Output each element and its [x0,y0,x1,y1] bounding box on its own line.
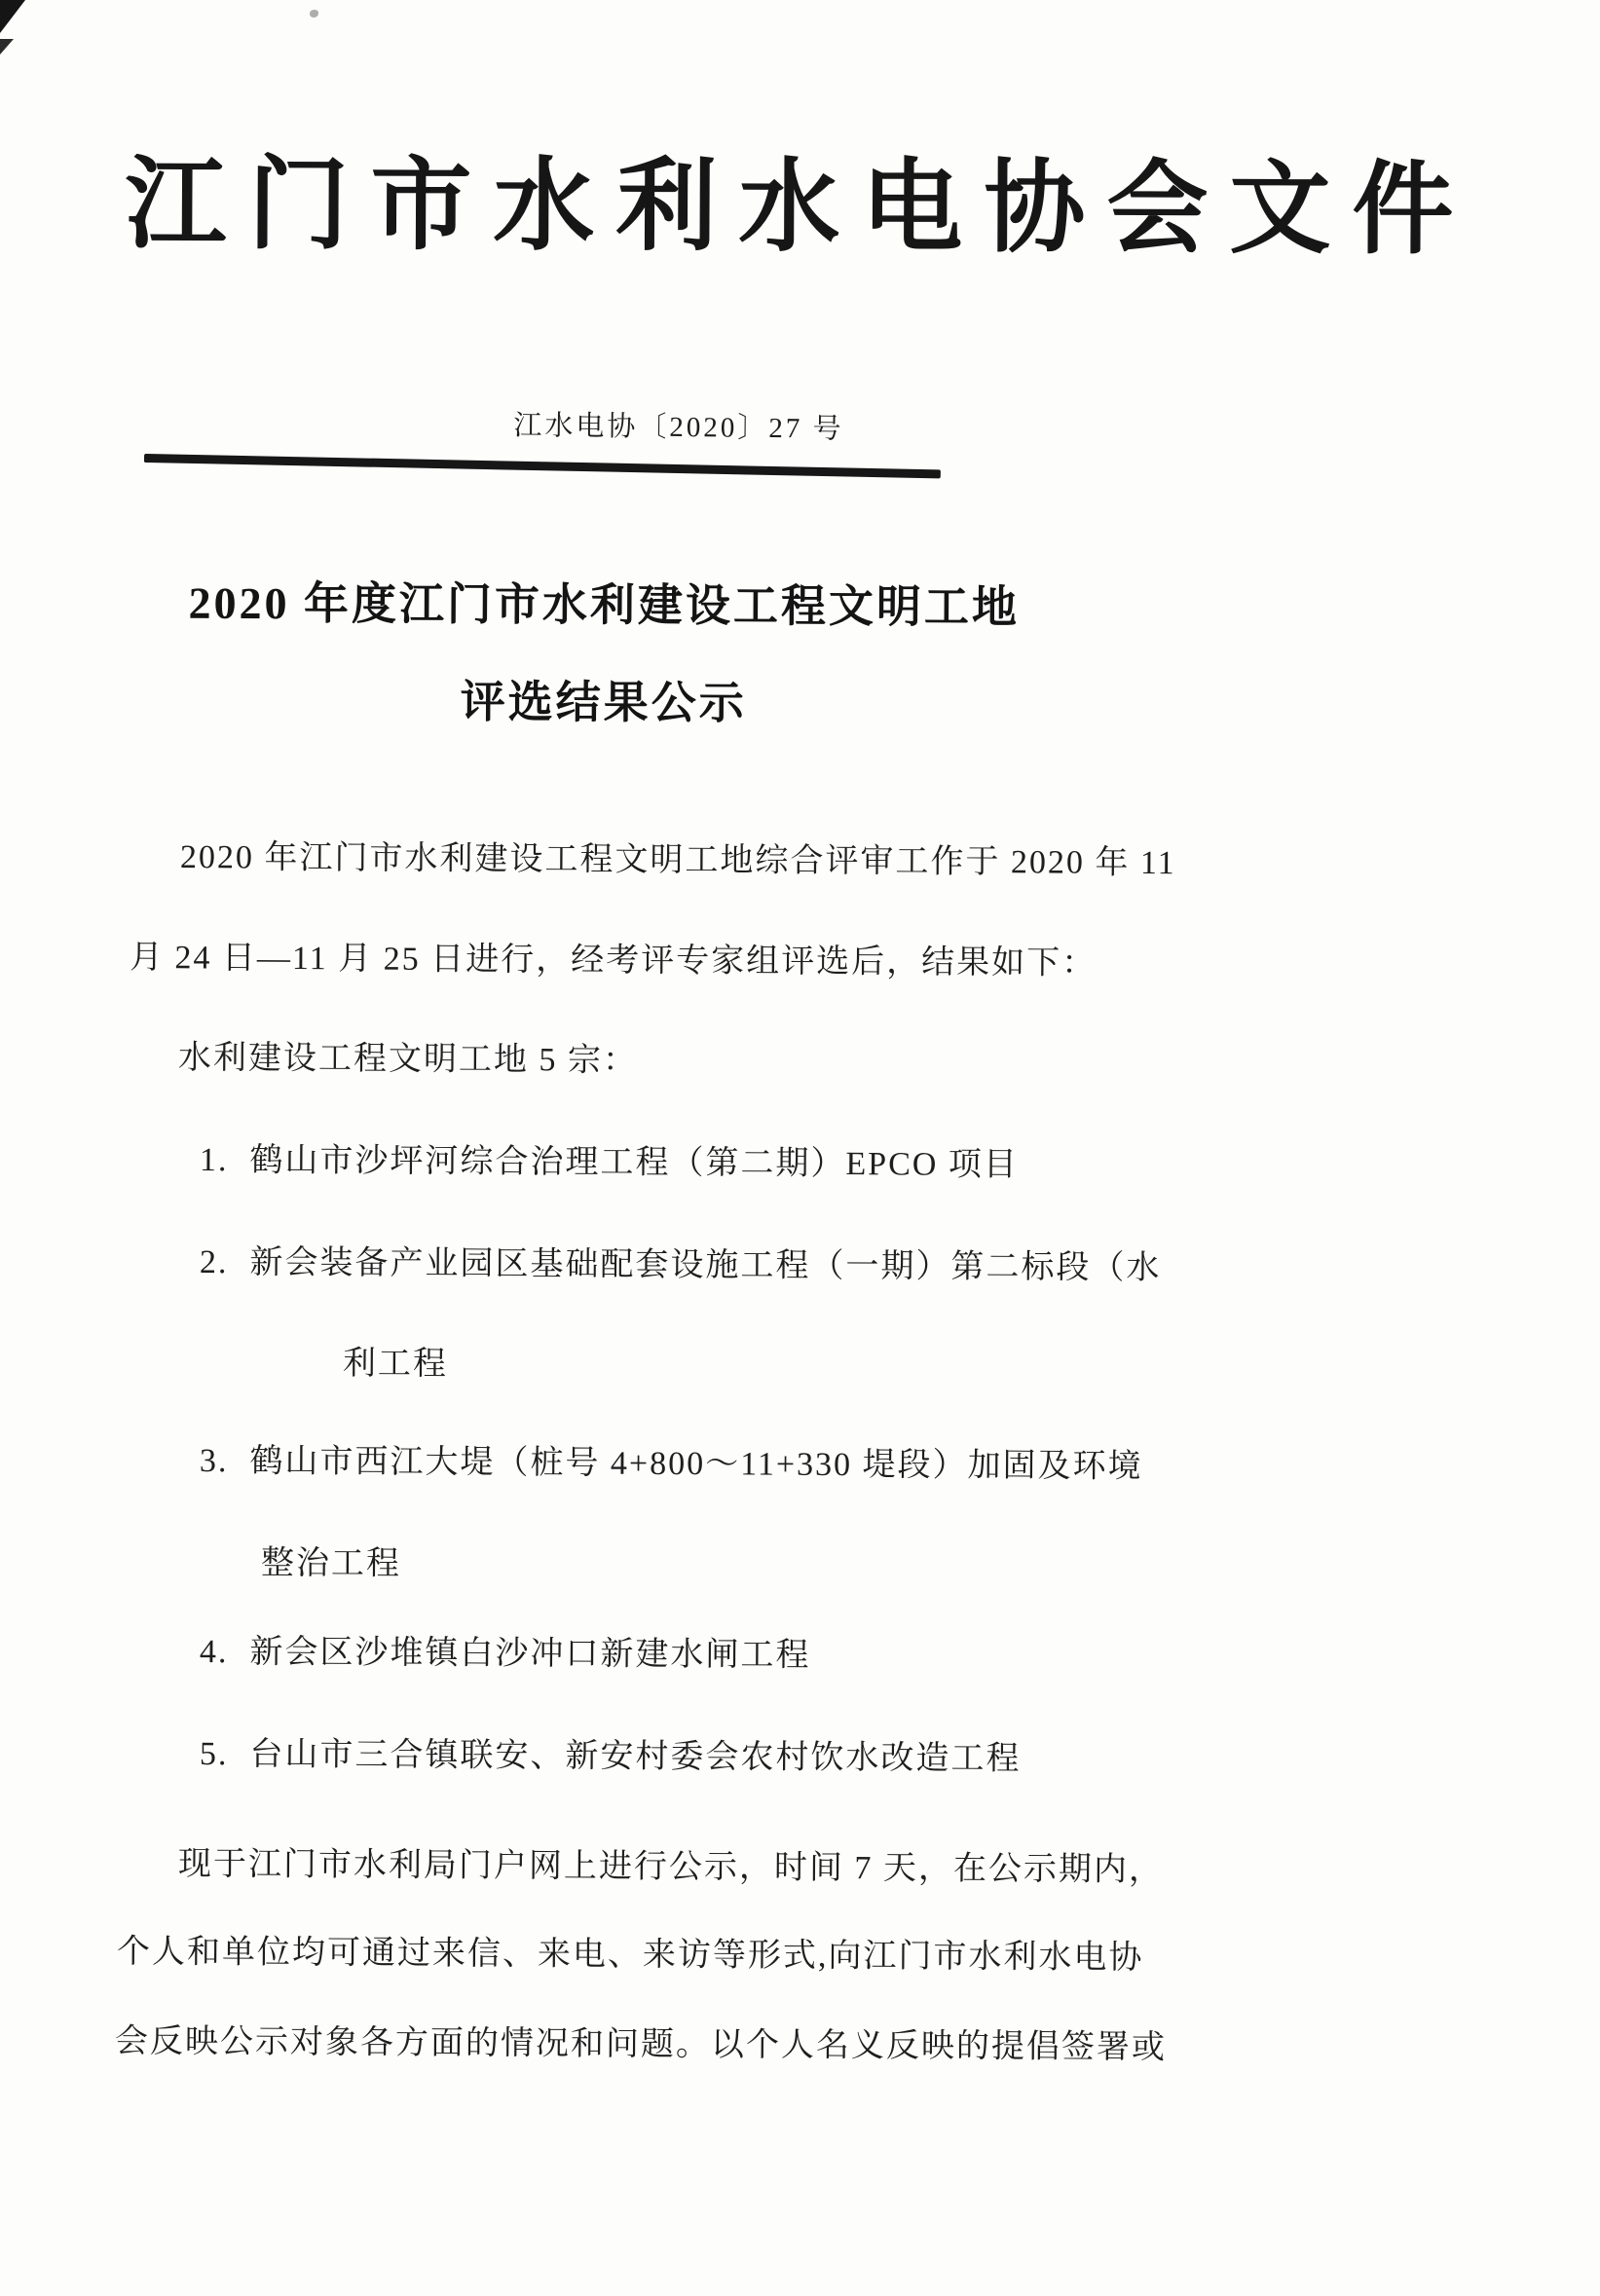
list-item-3-text: 鹤山市西江大堤（桩号 4+800～11+330 堤段）加固及环境 [249,1443,1143,1485]
closing-paragraph-line-2: 个人和单位均可通过来信、来电、来访等形式,向江门市水利水电协 [116,1934,1144,1977]
closing-paragraph-line-3: 会反映公示对象各方面的情况和问题。以个人名义反映的提倡签署或 [114,2023,1168,2066]
scan-artifact-corner [0,0,25,33]
list-item-1-text: 鹤山市沙坪河综合治理工程（第二期）EPCO 项目 [249,1142,1019,1184]
list-item-4-number: 4. [199,1634,229,1671]
scan-artifact-corner-small [0,39,14,55]
list-item-3 [200,1433,1143,1487]
list-item-5-number: 5. [199,1736,229,1773]
list-item-4 [200,1624,811,1676]
letterhead-divider-rule [144,454,941,478]
document-title-line-1: 2020 年度江门市水利建设工程文明工地 [188,577,1021,633]
document-title [0,554,1209,755]
list-item-2-text: 新会装备产业园区基础配套设施工程（一期）第二标段（水 [249,1244,1162,1287]
list-item-4-text: 新会区沙堆镇白沙冲口新建水闸工程 [249,1634,811,1674]
section-label: 水利建设工程文明工地 5 宗： [177,1040,639,1079]
intro-paragraph-line-2: 月 24 日—11 月 25 日进行，经考评专家组评选后，结果如下： [129,940,1098,982]
list-item-2-continuation: 利工程 [342,1346,449,1383]
list-item-5 [200,1726,1022,1779]
document-reference-number: 江水电协〔2020〕27 号 [513,410,844,445]
list-item-1-number: 1. [199,1142,229,1179]
list-item-2 [200,1235,1162,1288]
intro-paragraph-line-1: 2020 年江门市水利建设工程文明工地综合评审工作于 2020 年 11 [179,839,1176,882]
list-item-5-text: 台山市三合镇联安、新安村委会农村饮水改造工程 [249,1736,1022,1778]
list-item-2-number: 2. [199,1244,229,1281]
closing-paragraph-line-1: 现于江门市水利局门户网上进行公示，时间 7 天，在公示期内， [177,1846,1165,1889]
organization-letterhead-title: 江门市水利水电协会文件 [125,148,1475,268]
list-item-1 [200,1132,1019,1185]
list-item-3-continuation: 整治工程 [260,1545,402,1582]
document-title-line-2: 评选结果公示 [460,677,747,728]
list-item-3-number: 3. [199,1443,229,1480]
scan-artifact-speck [310,10,318,18]
